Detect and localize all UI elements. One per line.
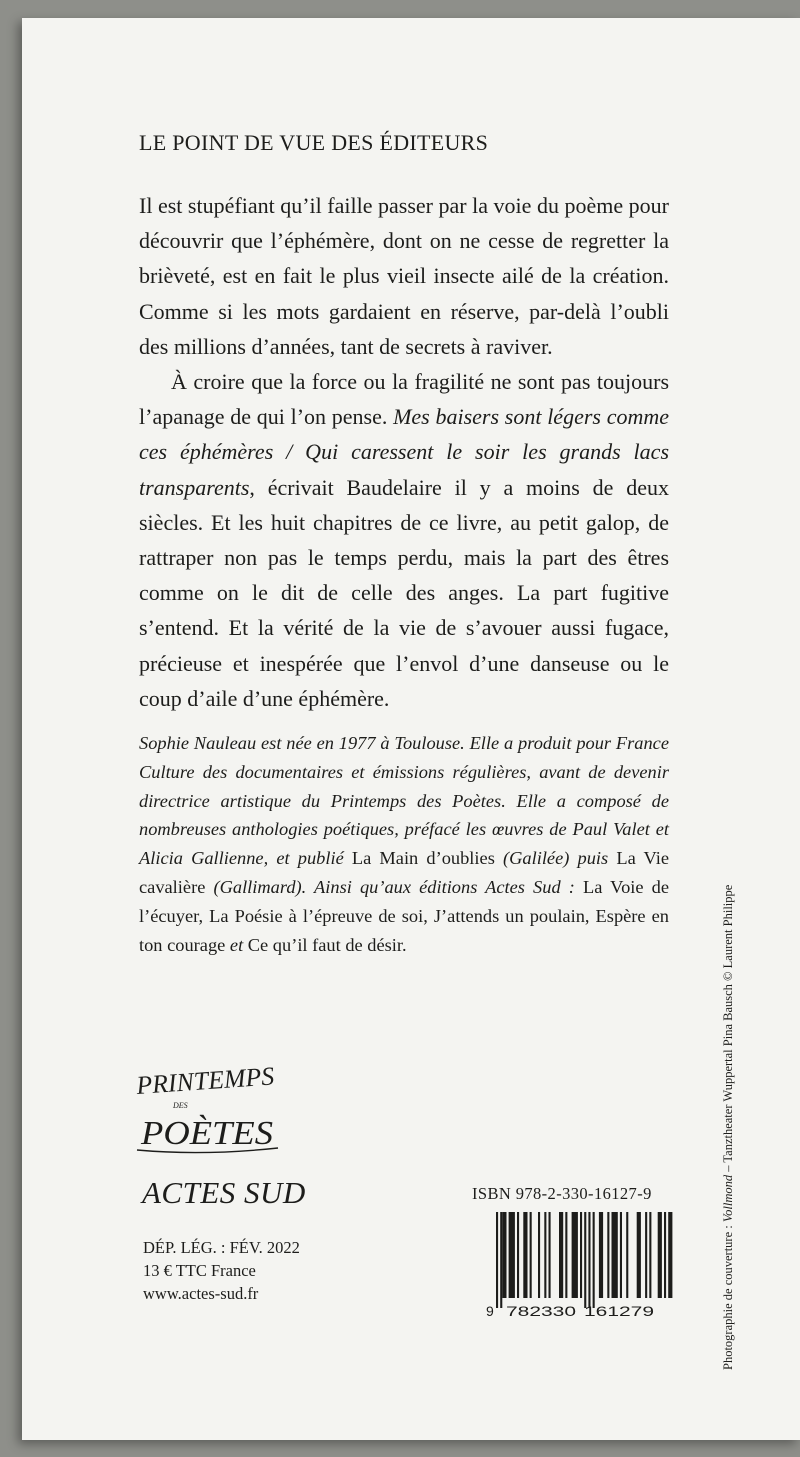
barcode xyxy=(482,1210,674,1320)
barcode-bar xyxy=(572,1212,578,1298)
photo-credit xyxy=(721,730,736,1370)
publisher-blurb xyxy=(139,188,669,716)
legal-deposit: DÉP. LÉG. : FÉV. 2022 xyxy=(143,1238,300,1257)
barcode-bar xyxy=(509,1212,515,1298)
barcode-bar xyxy=(658,1212,662,1298)
printemps-des-poetes-logo xyxy=(133,1060,283,1160)
barcode-bar xyxy=(645,1212,647,1298)
blurb-paragraph-1 xyxy=(139,188,669,364)
text-run: Ce qu’il faut de désir. xyxy=(247,934,407,955)
logo-line-1: PRINTEMPS xyxy=(135,1061,276,1100)
text-run: La Voie de l’écuyer, La Poésie à l’épreuve de soi, J’attends un poulain, Espère en ton courage xyxy=(139,876,669,955)
text-run: Vollmond xyxy=(721,1174,735,1223)
text-run: Photographie de couverture : xyxy=(721,1222,735,1370)
barcode-bar xyxy=(523,1212,527,1298)
barcode-bar xyxy=(580,1212,582,1298)
barcode-bar xyxy=(565,1212,567,1298)
text-run: Sophie Nauleau est née en 1977 à Toulouse. Elle a produit pour France Culture des documentaires et émissions régulières, avant de devenir directrice artistique du Printemps des Poètes. Elle a composé de nombreuses anthologies poétiques, préfacé les œuvres de Paul Valet et Alicia Gallienne, et publié xyxy=(139,733,669,869)
barcode-bar xyxy=(620,1212,622,1298)
barcode-bar xyxy=(664,1212,666,1298)
barcode-bar xyxy=(593,1212,595,1308)
website: www.actes-sud.fr xyxy=(143,1284,259,1303)
text-run: La Main d’oublies xyxy=(351,848,503,869)
section-heading: LE POINT DE VUE DES ÉDITEURS xyxy=(139,130,489,155)
barcode-bar xyxy=(626,1212,628,1298)
barcode-digits-right: 161279 xyxy=(584,1303,655,1319)
text-run: À croire que la force ou la fragilité ne sont pas toujours l’apanage de qui l’on pense. xyxy=(139,369,669,430)
barcode-bar xyxy=(637,1212,641,1298)
barcode-bar xyxy=(599,1212,603,1298)
barcode-digit-first: 9 xyxy=(486,1303,494,1319)
barcode-bar xyxy=(517,1212,519,1298)
barcode-bar xyxy=(649,1212,651,1298)
barcode-bar xyxy=(559,1212,563,1298)
logo-line-2: POÈTES xyxy=(139,1115,273,1152)
text-run: (Gallimard). Ainsi qu’aux éditions Actes Sud : xyxy=(213,876,583,897)
barcode-bar xyxy=(549,1212,551,1298)
blurb-paragraph-2 xyxy=(139,364,669,716)
barcode-bar xyxy=(500,1212,502,1308)
barcode-bar xyxy=(544,1212,546,1298)
logo-small: DES xyxy=(173,1101,188,1110)
text-run: Mes baisers sont légers comme ces éphémères / Qui caressent le soir les grands lacs transparents xyxy=(139,404,669,500)
barcode-bar xyxy=(538,1212,540,1298)
barcode-bars xyxy=(496,1212,674,1308)
isbn-label: ISBN 978-2-330-16127-9 xyxy=(472,1184,652,1203)
text-run: Il est stupéfiant qu’il faille passer par la voie du poème pour découvrir que l’éphémère, dont on ne cesse de regretter la brièveté, est en fait le plus vieil insecte ailé de la création. Comme si les mots gardaient en réserve, par-delà l’oubli des millions d’années, tant de secrets à raviver. xyxy=(139,193,669,359)
barcode-bar xyxy=(668,1212,672,1298)
barcode-bar xyxy=(588,1212,590,1308)
text-run: (Galilée) puis xyxy=(503,848,617,869)
barcode-bar xyxy=(612,1212,618,1298)
barcode-digits-left: 782330 xyxy=(506,1303,577,1319)
text-run: et xyxy=(229,934,248,955)
barcode-bar xyxy=(530,1212,532,1298)
barcode-bar xyxy=(502,1212,506,1298)
publisher-name: ACTES SUD xyxy=(142,1175,306,1210)
legal-info xyxy=(143,1236,300,1305)
barcode-bar xyxy=(584,1212,586,1308)
barcode-bar xyxy=(607,1212,609,1298)
text-run: La Vie cavalière xyxy=(139,848,670,897)
author-bio xyxy=(139,729,669,959)
text-run: , écrivait Baudelaire il y a moins de deux siècles. Et les huit chapitres de ce livre, au petit galop, de rattraper non pas le temps perdu, mais la part des êtres comme on le dit de celle des anges. La part fugitive s’entend. Et la vérité de la vie de s’avouer aussi fugace, précieuse et inespérée que l’envol d’une danseuse ou le coup d’aile d’une éphémère. xyxy=(139,474,669,711)
barcode-bar xyxy=(496,1212,498,1308)
price: 13 € TTC France xyxy=(143,1261,256,1280)
text-run: – Tanztheater Wuppertal Pina Bausch © Laurent Philippe xyxy=(721,884,735,1175)
